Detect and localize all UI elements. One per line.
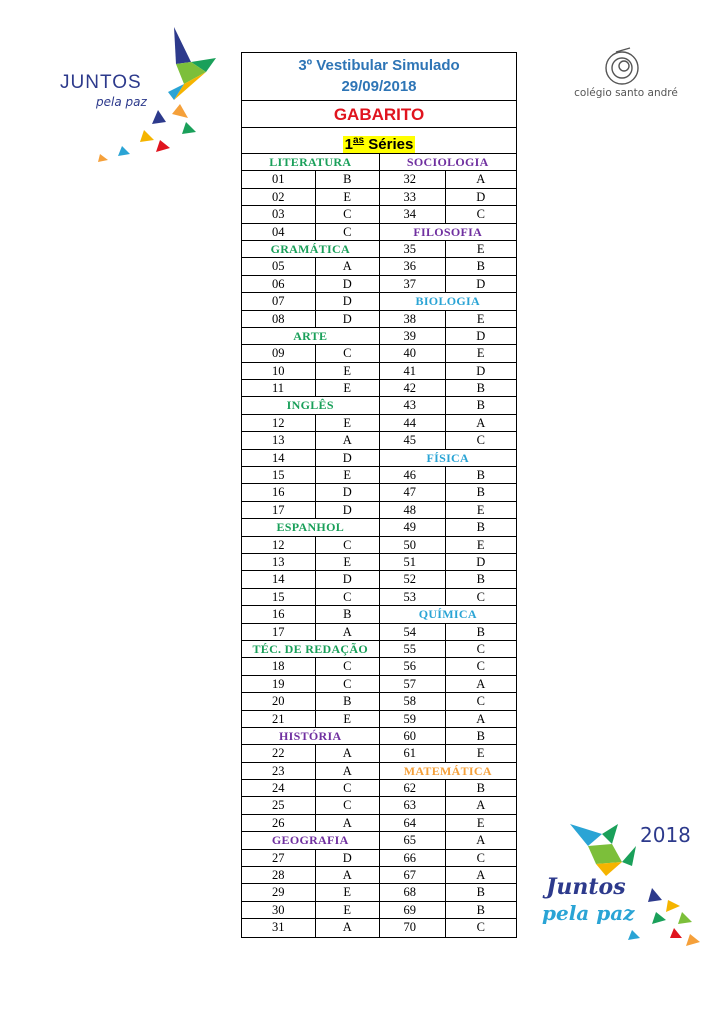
answer-letter: C [343, 346, 352, 361]
question-number: 12 [242, 537, 316, 553]
answer-letter: E [343, 189, 352, 204]
answer-row [242, 415, 379, 432]
answer-row [380, 832, 517, 849]
question-number: 55 [380, 641, 446, 657]
answer-letter: C [476, 920, 485, 935]
answer-row [242, 624, 379, 641]
answer-letter: E [343, 468, 352, 483]
question-number: 24 [242, 780, 316, 796]
subject-heading: TÉC. DE REDAÇÃO [242, 641, 379, 658]
answer-letter: E [343, 415, 352, 430]
triangle-decor-icon [652, 912, 666, 924]
question-number: 50 [380, 537, 446, 553]
answer-letter: A [342, 746, 352, 761]
answer-row [242, 432, 379, 449]
answer-row [242, 537, 379, 554]
answer-row [380, 711, 517, 728]
answer-letter: A [476, 833, 486, 848]
triangle-decor-icon [670, 928, 682, 938]
answer-letter: D [342, 276, 352, 291]
answer-letter: D [342, 485, 352, 500]
answer-row [380, 658, 517, 675]
answer-row [380, 624, 517, 641]
answer-row [242, 363, 379, 380]
answer-letter: C [343, 537, 352, 552]
answer-row [242, 589, 379, 606]
triangle-decor-icon [98, 154, 108, 162]
question-number: 27 [242, 850, 316, 866]
answer-letter: E [476, 746, 485, 761]
question-number: 63 [380, 797, 446, 813]
question-number: 17 [242, 502, 316, 518]
answer-row [380, 693, 517, 710]
triangle-decor-icon [686, 934, 700, 946]
answer-row [380, 884, 517, 901]
triangle-decor-icon [118, 146, 130, 156]
question-number: 03 [242, 206, 316, 222]
question-number: 16 [242, 606, 316, 622]
answer-letter: D [342, 450, 352, 465]
triangle-decor-icon [666, 900, 680, 912]
answer-row [380, 537, 517, 554]
answer-row [380, 397, 517, 414]
answer-row [380, 502, 517, 519]
subject-heading: FÍSICA [380, 450, 517, 467]
juntos-text: Juntos [546, 874, 626, 900]
question-number: 17 [242, 624, 316, 640]
answer-letter: B [476, 624, 485, 639]
juntos-pela-paz-2018-logo [540, 812, 710, 952]
exam-title-line1: 3º Vestibular Simulado [298, 57, 460, 74]
answer-letter: E [476, 815, 485, 830]
question-number: 33 [380, 189, 446, 205]
series-word: Séries [364, 136, 414, 153]
series-number: 1 [344, 136, 353, 153]
series-highlight [343, 136, 416, 153]
question-number: 08 [242, 311, 316, 327]
answer-letter: A [342, 868, 352, 883]
question-number: 37 [380, 276, 446, 292]
question-number: 21 [242, 711, 316, 727]
answer-row [380, 850, 517, 867]
triangle-decor-icon [648, 888, 662, 902]
question-number: 57 [380, 676, 446, 692]
answer-letter: A [342, 259, 352, 274]
answer-row [380, 902, 517, 919]
answer-row [380, 571, 517, 588]
question-number: 14 [242, 450, 316, 466]
answer-letter: D [342, 311, 352, 326]
answer-row [380, 867, 517, 884]
answer-letter: E [476, 346, 485, 361]
subject-heading: FILOSOFIA [380, 224, 517, 241]
series-superscript: as [353, 135, 365, 146]
answer-letter: B [476, 398, 485, 413]
subject-heading: ARTE [242, 328, 379, 345]
question-number: 36 [380, 258, 446, 274]
answer-row [242, 780, 379, 797]
question-number: 15 [242, 589, 316, 605]
answer-columns [242, 154, 516, 937]
question-number: 28 [242, 867, 316, 883]
answer-letter: A [342, 624, 352, 639]
subject-heading: QUÍMICA [380, 606, 517, 623]
origami-bird-icon [570, 824, 636, 876]
answer-row [380, 328, 517, 345]
answer-letter: A [342, 920, 352, 935]
school-name-text: colégio santo andré [574, 87, 678, 99]
answer-letter: B [476, 259, 485, 274]
answer-row [242, 763, 379, 780]
question-number: 11 [242, 380, 316, 396]
exam-title [242, 53, 516, 101]
answer-letter: C [343, 224, 352, 239]
answer-letter: B [343, 607, 352, 622]
answer-row [242, 502, 379, 519]
question-number: 39 [380, 328, 446, 344]
answer-letter: B [476, 572, 485, 587]
question-number: 61 [380, 745, 446, 761]
question-number: 06 [242, 276, 316, 292]
answer-row [380, 345, 517, 362]
answer-letter: D [476, 189, 486, 204]
question-number: 49 [380, 519, 446, 535]
answer-letter: B [476, 728, 485, 743]
year-text: 2018 [640, 823, 691, 847]
answer-letter: D [476, 276, 486, 291]
answer-row [242, 711, 379, 728]
question-number: 14 [242, 571, 316, 587]
answer-row [242, 658, 379, 675]
answer-letter: B [476, 781, 485, 796]
answer-letter: D [342, 502, 352, 517]
answer-letter: C [343, 207, 352, 222]
question-number: 60 [380, 728, 446, 744]
answer-row [380, 589, 517, 606]
answer-row [380, 171, 517, 188]
answer-letter: D [476, 328, 486, 343]
question-number: 25 [242, 797, 316, 813]
question-number: 05 [242, 258, 316, 274]
answer-row [242, 676, 379, 693]
answer-letter: A [476, 798, 486, 813]
answer-row [380, 432, 517, 449]
triangle-decor-icon [628, 930, 640, 940]
answer-row [242, 867, 379, 884]
answer-key-table [241, 52, 517, 938]
answer-row [242, 380, 379, 397]
answer-row [242, 884, 379, 901]
answer-row [380, 189, 517, 206]
question-number: 70 [380, 919, 446, 936]
answer-row [242, 311, 379, 328]
answer-row [380, 519, 517, 536]
answer-letter: D [342, 850, 352, 865]
question-number: 10 [242, 363, 316, 379]
answer-letter: A [476, 868, 486, 883]
question-number: 68 [380, 884, 446, 900]
right-answer-column [380, 154, 517, 937]
exam-date: 29/09/2018 [341, 78, 417, 95]
question-number: 32 [380, 171, 446, 187]
question-number: 40 [380, 345, 446, 361]
subject-heading: HISTÓRIA [242, 728, 379, 745]
answer-row [380, 554, 517, 571]
triangle-decor-icon [140, 130, 154, 142]
answer-row [380, 780, 517, 797]
question-number: 56 [380, 658, 446, 674]
answer-letter: B [343, 694, 352, 709]
question-number: 53 [380, 589, 446, 605]
answer-row [380, 815, 517, 832]
gabarito-heading: GABARITO [242, 101, 516, 128]
question-number: 42 [380, 380, 446, 396]
question-number: 22 [242, 745, 316, 761]
question-number: 20 [242, 693, 316, 709]
answer-letter: A [476, 711, 486, 726]
question-number: 45 [380, 432, 446, 448]
question-number: 19 [242, 676, 316, 692]
question-number: 64 [380, 815, 446, 831]
question-number: 51 [380, 554, 446, 570]
answer-row [242, 902, 379, 919]
colegio-santo-andre-logo [556, 44, 696, 106]
question-number: 01 [242, 171, 316, 187]
answer-row [242, 554, 379, 571]
question-number: 13 [242, 554, 316, 570]
answer-letter: C [343, 781, 352, 796]
answer-row [242, 571, 379, 588]
answer-row [380, 363, 517, 380]
answer-row [380, 206, 517, 223]
question-number: 43 [380, 397, 446, 413]
answer-letter: B [476, 485, 485, 500]
answer-letter: C [343, 589, 352, 604]
answer-letter: C [476, 207, 485, 222]
answer-row [242, 850, 379, 867]
question-number: 15 [242, 467, 316, 483]
spiral-logo-icon [606, 48, 638, 84]
answer-row [380, 258, 517, 275]
question-number: 65 [380, 832, 446, 848]
answer-letter: E [343, 902, 352, 917]
answer-row [380, 415, 517, 432]
triangle-decor-icon [156, 140, 170, 152]
answer-letter: D [476, 363, 486, 378]
answer-row [242, 189, 379, 206]
answer-letter: E [343, 554, 352, 569]
question-number: 67 [380, 867, 446, 883]
answer-row [380, 467, 517, 484]
question-number: 35 [380, 241, 446, 257]
question-number: 62 [380, 780, 446, 796]
question-number: 48 [380, 502, 446, 518]
juntos-pela-paz-logo-top [56, 22, 226, 172]
answer-row [380, 484, 517, 501]
question-number: 44 [380, 415, 446, 431]
series-heading [242, 128, 516, 154]
answer-letter: E [343, 885, 352, 900]
answer-letter: B [476, 468, 485, 483]
answer-letter: B [476, 520, 485, 535]
question-number: 09 [242, 345, 316, 361]
answer-row [242, 467, 379, 484]
answer-row [242, 745, 379, 762]
question-number: 69 [380, 902, 446, 918]
answer-row [380, 276, 517, 293]
question-number: 52 [380, 571, 446, 587]
answer-row [380, 797, 517, 814]
question-number: 16 [242, 484, 316, 500]
answer-row [242, 919, 379, 936]
answer-row [380, 641, 517, 658]
answer-letter: A [476, 415, 486, 430]
subject-heading: INGLÊS [242, 397, 379, 414]
answer-letter: C [343, 676, 352, 691]
answer-row [380, 728, 517, 745]
triangle-decor-icon [678, 912, 692, 924]
answer-letter: C [476, 589, 485, 604]
left-answer-column [242, 154, 380, 937]
subject-heading: GRAMÁTICA [242, 241, 379, 258]
triangle-decor-icon [182, 122, 196, 134]
answer-letter: E [343, 711, 352, 726]
question-number: 34 [380, 206, 446, 222]
answer-row [242, 484, 379, 501]
question-number: 46 [380, 467, 446, 483]
subject-heading: ESPANHOL [242, 519, 379, 536]
answer-letter: E [476, 311, 485, 326]
answer-letter: D [342, 294, 352, 309]
answer-letter: B [476, 885, 485, 900]
question-number: 02 [242, 189, 316, 205]
answer-letter: D [342, 572, 352, 587]
answer-row [380, 241, 517, 258]
answer-letter: C [476, 850, 485, 865]
subject-heading: LITERATURA [242, 154, 379, 171]
pela-paz-text: pela paz [542, 901, 635, 925]
question-number: 13 [242, 432, 316, 448]
answer-letter: E [343, 381, 352, 396]
pela-paz-text: pela paz [96, 95, 147, 109]
answer-letter: C [476, 694, 485, 709]
answer-row [242, 171, 379, 188]
triangle-decor-icon [172, 104, 188, 118]
subject-heading: BIOLOGIA [380, 293, 517, 310]
answer-row [242, 345, 379, 362]
answer-row [242, 276, 379, 293]
answer-row [242, 693, 379, 710]
question-number: 29 [242, 884, 316, 900]
answer-row [242, 815, 379, 832]
origami-bird-icon [168, 27, 216, 100]
answer-row [380, 311, 517, 328]
answer-row [380, 380, 517, 397]
question-number: 58 [380, 693, 446, 709]
answer-letter: C [343, 798, 352, 813]
answer-row [242, 606, 379, 623]
question-number: 07 [242, 293, 316, 309]
answer-row [380, 745, 517, 762]
answer-letter: B [476, 902, 485, 917]
answer-letter: E [476, 241, 485, 256]
question-number: 04 [242, 224, 316, 240]
answer-row [242, 224, 379, 241]
question-number: 54 [380, 624, 446, 640]
answer-letter: A [342, 763, 352, 778]
answer-letter: B [343, 172, 352, 187]
answer-letter: C [343, 659, 352, 674]
subject-heading: MATEMÁTICA [380, 763, 517, 780]
answer-letter: A [342, 815, 352, 830]
answer-row [380, 919, 517, 936]
answer-letter: D [476, 554, 486, 569]
question-number: 66 [380, 850, 446, 866]
answer-row [242, 293, 379, 310]
answer-letter: A [342, 433, 352, 448]
subject-heading: SOCIOLOGIA [380, 154, 517, 171]
answer-letter: B [476, 381, 485, 396]
triangle-decor-icon [152, 110, 166, 124]
answer-row [380, 676, 517, 693]
answer-row [242, 797, 379, 814]
answer-letter: C [476, 641, 485, 656]
answer-letter: E [476, 502, 485, 517]
question-number: 23 [242, 763, 316, 779]
answer-letter: C [476, 433, 485, 448]
question-number: 47 [380, 484, 446, 500]
question-number: 30 [242, 902, 316, 918]
answer-row [242, 206, 379, 223]
subject-heading: GEOGRAFIA [242, 832, 379, 849]
question-number: 41 [380, 363, 446, 379]
question-number: 18 [242, 658, 316, 674]
answer-letter: C [476, 659, 485, 674]
juntos-text: JUNTOS [60, 72, 142, 93]
question-number: 12 [242, 415, 316, 431]
question-number: 59 [380, 711, 446, 727]
question-number: 31 [242, 919, 316, 936]
question-number: 26 [242, 815, 316, 831]
answer-letter: A [476, 676, 486, 691]
answer-row [242, 258, 379, 275]
answer-row [242, 450, 379, 467]
answer-letter: E [476, 537, 485, 552]
answer-letter: A [476, 172, 486, 187]
question-number: 38 [380, 311, 446, 327]
answer-letter: E [343, 363, 352, 378]
